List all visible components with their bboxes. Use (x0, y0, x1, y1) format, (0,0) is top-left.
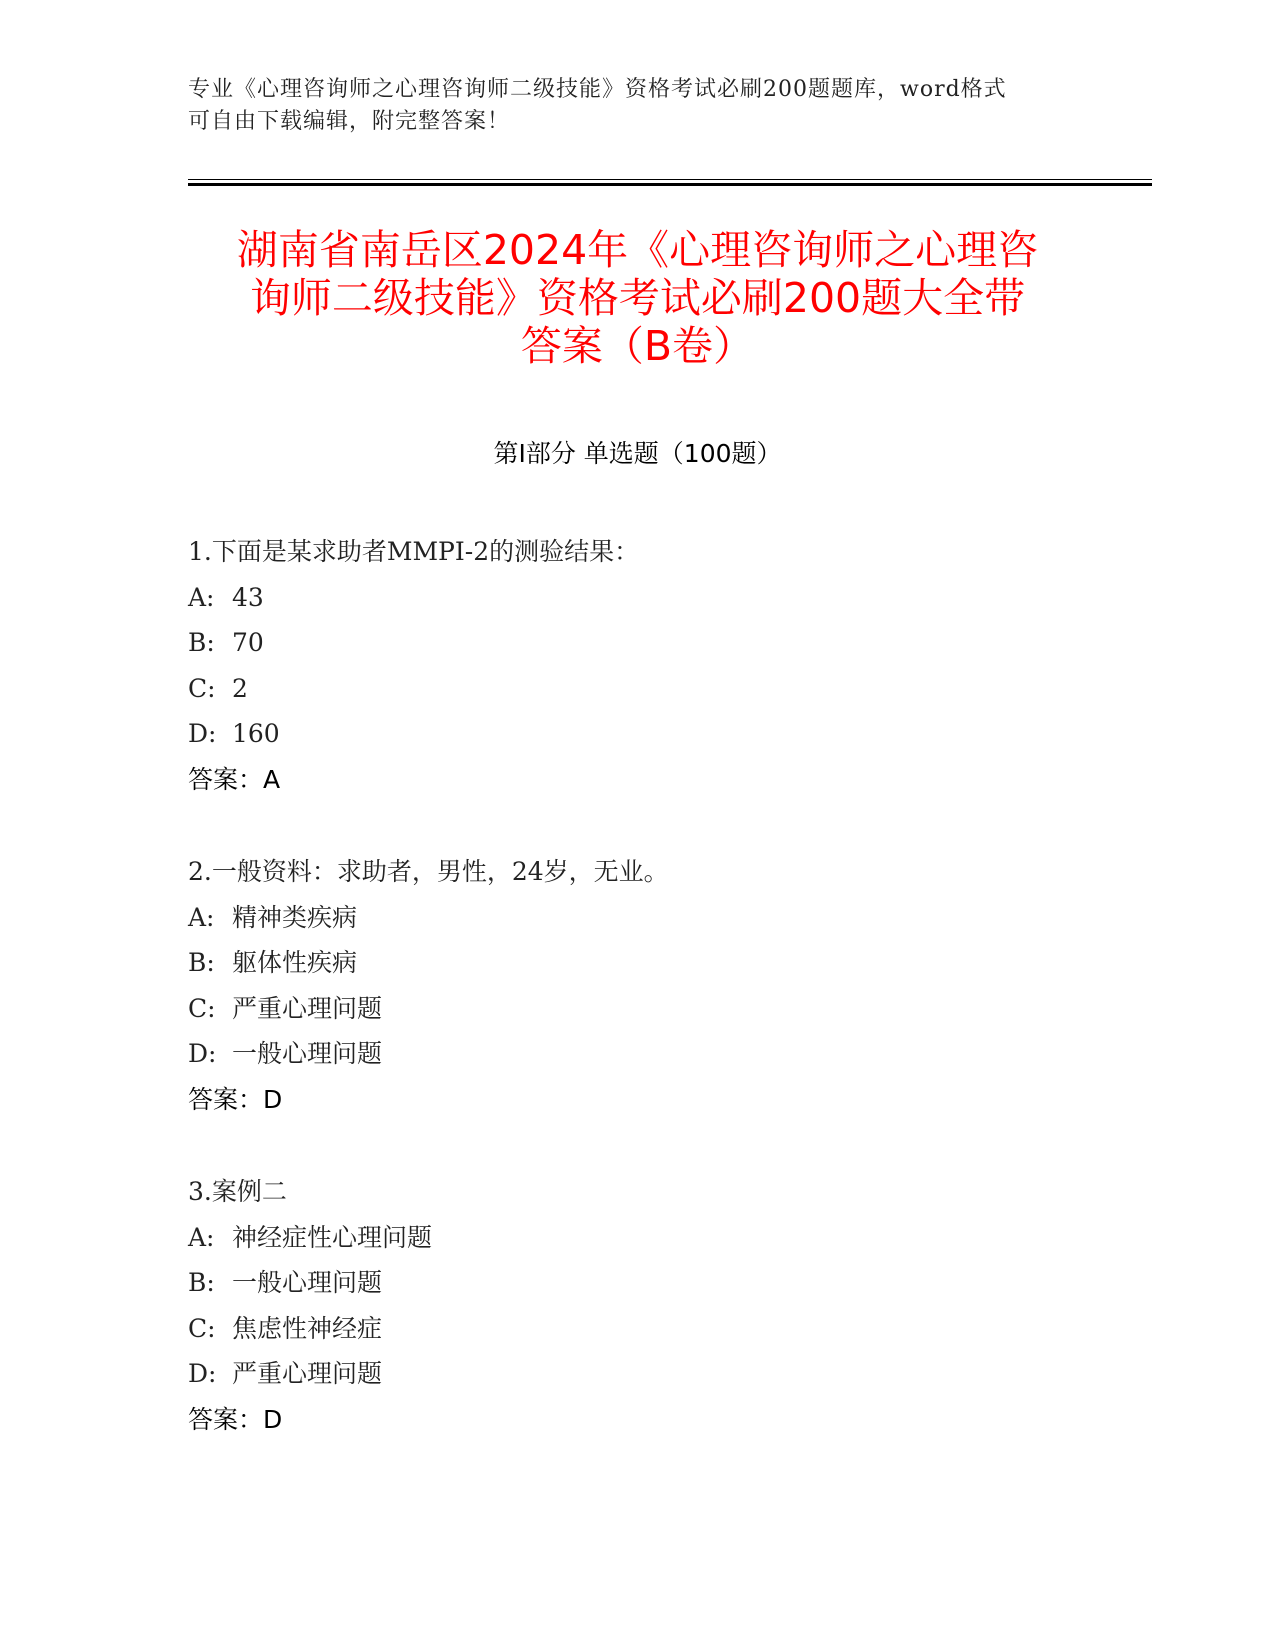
question-2 (188, 849, 1088, 1122)
header-note-line-2: 可自由下载编辑，附完整答案！ (188, 109, 511, 134)
option-b (188, 620, 1088, 666)
option-text: 精神类疾病 (232, 902, 358, 932)
document-title-line-3: 答案（B卷） (520, 322, 755, 370)
header-divider-thick (188, 183, 1152, 186)
option-text: 70 (232, 628, 264, 657)
option-letter: D: (188, 1039, 217, 1068)
option-a (188, 575, 1088, 621)
option-b (188, 940, 1088, 986)
option-letter: B: (188, 628, 215, 657)
option-text: 160 (232, 719, 280, 748)
option-a (188, 1215, 1088, 1261)
document-title (160, 226, 1115, 370)
question-stem: 2.一般资料：求助者，男性，24岁，无业。 (188, 857, 669, 886)
option-b (188, 1260, 1088, 1306)
answer-line: 答案：D (188, 1404, 283, 1434)
option-a (188, 895, 1088, 941)
option-letter: B: (188, 1268, 215, 1297)
option-text: 2 (232, 673, 248, 703)
option-text: 神经症性心理问题 (232, 1222, 433, 1252)
option-text: 躯体性疾病 (232, 948, 358, 977)
option-letter: A: (188, 582, 215, 612)
option-letter: C: (188, 1313, 216, 1343)
section-heading: 第I部分 单选题（100题） (493, 439, 782, 468)
answer-line: 答案：A (188, 764, 281, 794)
question-1 (188, 529, 1088, 802)
option-text: 严重心理问题 (232, 1359, 383, 1388)
option-letter: A: (188, 1222, 215, 1252)
question-3 (188, 1169, 1088, 1442)
answer-line: 答案：D (188, 1084, 283, 1114)
option-text: 一般心理问题 (232, 1039, 383, 1068)
question-stem: 1.下面是某求助者MMPI-2的测验结果： (188, 537, 640, 566)
option-text: 严重心理问题 (232, 993, 383, 1023)
question-stem: 3.案例二 (188, 1177, 287, 1206)
option-c (188, 1306, 1088, 1352)
header-note (188, 74, 1068, 138)
document-title-line-1: 湖南省南岳区2024年《心理咨询师之心理咨 (236, 226, 1039, 274)
option-letter: D: (188, 719, 217, 748)
option-letter: C: (188, 673, 216, 703)
option-letter: D: (188, 1359, 217, 1388)
header-divider-thin (188, 179, 1152, 180)
header-note-line-1: 专业《心理咨询师之心理咨询师二级技能》资格考试必刷200题题库，word格式 (188, 77, 1007, 102)
option-letter: C: (188, 993, 216, 1023)
option-letter: B: (188, 948, 215, 977)
option-text: 43 (232, 582, 264, 612)
option-d (188, 711, 1088, 757)
option-text: 一般心理问题 (232, 1268, 383, 1297)
option-text: 焦虑性神经症 (232, 1313, 383, 1343)
option-d (188, 1351, 1088, 1397)
option-d (188, 1031, 1088, 1077)
option-letter: A: (188, 902, 215, 932)
option-c (188, 666, 1088, 712)
option-c (188, 986, 1088, 1032)
document-title-line-2: 询师二级技能》资格考试必刷200题大全带 (249, 274, 1026, 322)
